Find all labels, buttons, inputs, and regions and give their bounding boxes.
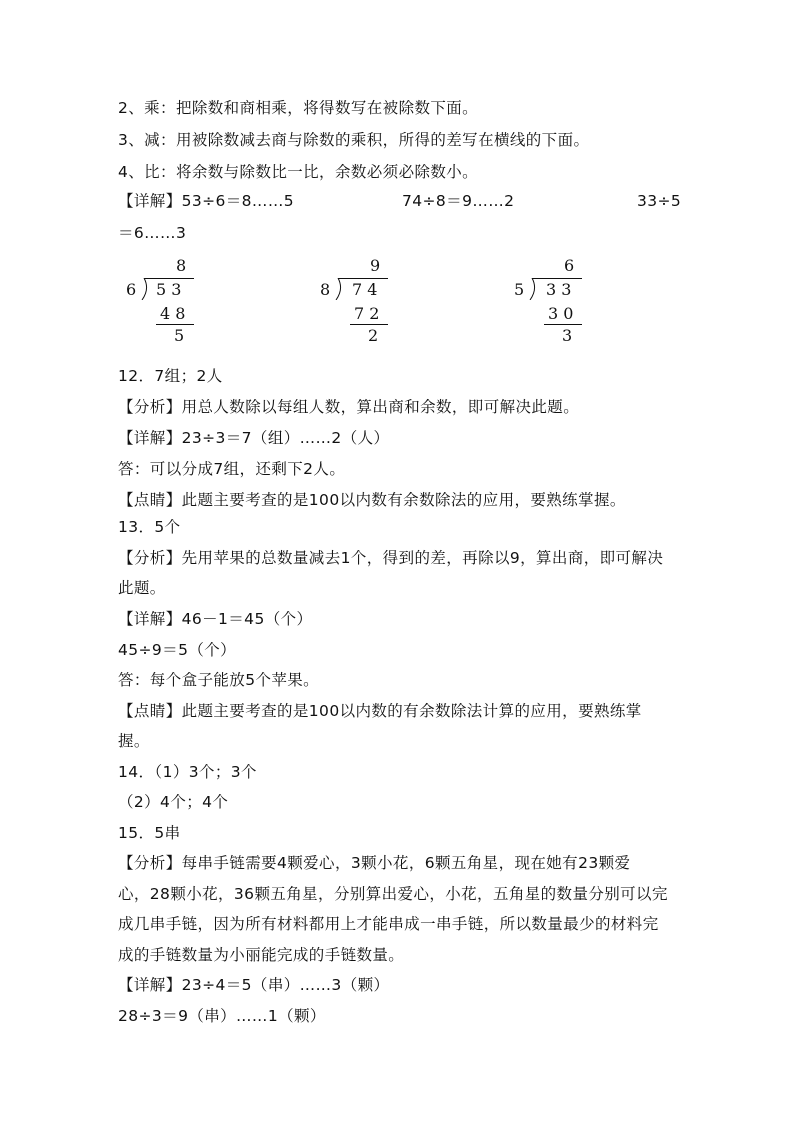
dividend: 5 3 — [156, 280, 182, 299]
divisor: 5 — [514, 280, 525, 299]
division-bar — [144, 278, 194, 279]
q13-detail: 【详解】46－1＝45（个） — [118, 610, 313, 628]
remainder: 3 — [562, 326, 573, 345]
dividend: 3 3 — [546, 280, 572, 299]
detail-33-div-5-result: ＝6……3 — [118, 224, 187, 242]
division-bracket — [140, 278, 150, 300]
remainder: 5 — [174, 326, 185, 345]
product: 4 8 — [160, 304, 186, 323]
q13-point-line-2: 握。 — [118, 732, 150, 750]
division-bar — [338, 278, 388, 279]
q13-calc: 45÷9＝5（个） — [118, 641, 237, 659]
division-bracket — [334, 278, 344, 300]
division-bracket — [528, 278, 538, 300]
product: 3 0 — [548, 304, 574, 323]
divisor: 8 — [320, 280, 331, 299]
q12-detail: 【详解】23÷3＝7（组）……2（人） — [118, 429, 390, 447]
detail-74-div-8: 74÷8＝9……2 — [402, 192, 515, 210]
q12-analysis: 【分析】用总人数除以每组人数，算出商和余数，即可解决此题。 — [118, 398, 580, 416]
long-division-1 — [120, 252, 210, 347]
quotient: 9 — [370, 256, 381, 275]
product: 7 2 — [354, 304, 380, 323]
q12-point: 【点睛】此题主要考查的是100以内数有余数除法的应用，要熟练掌握。 — [118, 491, 626, 509]
detail-33-div-5: 33÷5 — [637, 192, 682, 210]
step-multiply: 2、乘：把除数和商相乘，将得数写在被除数下面。 — [118, 99, 479, 117]
q15-analysis-line-3: 成几串手链，因为所有材料都用上才能串成一串手链，所以数量最少的材料完 — [118, 915, 659, 933]
quotient: 6 — [564, 256, 575, 275]
q13-analysis-line-1: 【分析】先用苹果的总数量减去1个，得到的差，再除以9，算出商，即可解决 — [118, 549, 664, 567]
dividend: 7 4 — [352, 280, 378, 299]
q15-answer: 15．5串 — [118, 824, 181, 842]
divisor: 6 — [126, 280, 137, 299]
detail-53-div-6: 【详解】53÷6＝8……5 — [118, 192, 294, 210]
q12-answer: 12．7组；2人 — [118, 367, 223, 385]
remainder: 2 — [368, 326, 379, 345]
quotient: 8 — [176, 256, 187, 275]
q13-reply: 答：每个盒子能放5个苹果。 — [118, 671, 320, 689]
q13-answer: 13．5个 — [118, 518, 181, 536]
subtraction-bar — [350, 324, 388, 325]
q15-detail: 【详解】23÷4＝5（串）……3（颗） — [118, 976, 390, 994]
q15-analysis-line-2: 心，28颗小花，36颗五角星，分别算出爱心，小花，五角星的数量分别可以完 — [118, 885, 668, 903]
q14-answer-1: 14．（1）3个；3个 — [118, 763, 257, 781]
q13-analysis-line-2: 此题。 — [118, 579, 166, 597]
q12-reply: 答：可以分成7组，还剩下2人。 — [118, 460, 346, 478]
q15-calc: 28÷3＝9（串）……1（颗） — [118, 1007, 326, 1025]
subtraction-bar — [156, 324, 194, 325]
division-bar — [532, 278, 582, 279]
long-division-3 — [512, 252, 602, 347]
q15-analysis-line-1: 【分析】每串手链需要4颗爱心，3颗小花，6颗五角星，现在她有23颗爱 — [118, 854, 631, 872]
long-division-2 — [318, 252, 408, 347]
step-compare: 4、比：将余数与除数比一比，余数必须必除数小。 — [118, 163, 479, 181]
step-subtract: 3、减：用被除数减去商与除数的乘积，所得的差写在横线的下面。 — [118, 131, 590, 149]
q13-point-line-1: 【点睛】此题主要考查的是100以内数的有余数除法计算的应用，要熟练掌 — [118, 702, 642, 720]
q15-analysis-line-4: 成的手链数量为小丽能完成的手链数量。 — [118, 946, 405, 964]
q14-answer-2: （2）4个；4个 — [118, 793, 229, 811]
subtraction-bar — [544, 324, 582, 325]
